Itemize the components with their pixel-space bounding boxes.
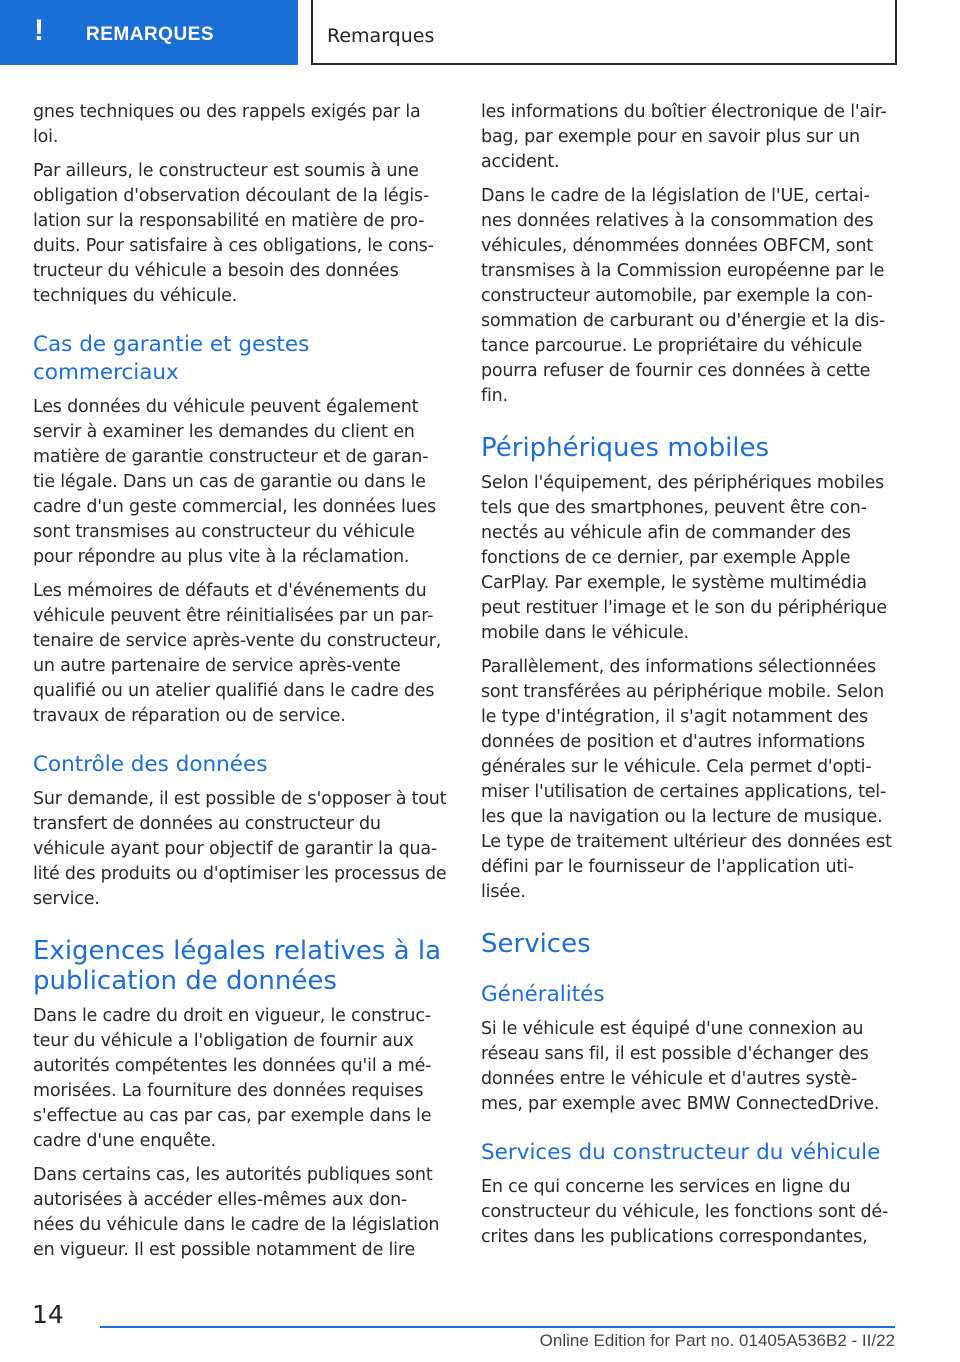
heading-services-constructeur: Services du constructeur du véhicule xyxy=(481,1140,881,1165)
paragraph: Dans certains cas, les autorités publiques sont autorisées à accéder elles-mêmes aux don-nées du véhicule dans le cadre de la législation en vigueur. Il est possible notamment de lire xyxy=(33,1165,440,1260)
section-header xyxy=(311,0,897,65)
right-column xyxy=(481,100,896,1259)
paragraph: Selon l'équipement, des périphériques mobiles tels que des smartphones, peuvent être con-nectés au véhicule afin de commander des fonctions de ce dernier, par exemple Apple CarPlay. Par exemple, le système multimédia peut restituer l'image et le son du périphérique mobile dans le véhicule. xyxy=(481,473,887,643)
heading-controle: Contrôle des données xyxy=(33,752,268,777)
chapter-tab xyxy=(0,0,298,65)
paragraph: gnes techniques ou des rappels exigés par la loi. xyxy=(33,102,421,147)
paragraph: Dans le cadre de la législation de l'UE, certai-nes données relatives à la consommation des véhicules, dénommées données OBFCM, sont transmises à la Commission européenne par le constructeur automobile, par exemple la con-sommation de carburant ou d'énergie et la dis-tance parcourue. Le propriétaire du véhicule pourra refuser de fournir ces données à cette fin. xyxy=(481,186,885,406)
paragraph: En ce qui concerne les services en ligne du constructeur du véhicule, les fonctions sont dé-crites dans les publications correspondantes, xyxy=(481,1177,889,1247)
footer-divider xyxy=(100,1326,895,1328)
paragraph: Parallèlement, des informations sélectionnées sont transférées au périphérique mobile. Selon le type d'intégration, il s'agit notamment des données de position et d'autres informations générales sur le véhicule. Cela permet d'opti-miser l'utilisation de certaines applications, tel-les que la navigation ou la lecture de musique. Le type de traitement ultérieur des données est défini par le fournisseur de l'application uti-lisée. xyxy=(481,657,892,902)
paragraph: Par ailleurs, le constructeur est soumis à une obligation d'observation découlant de la légis-lation sur la responsabilité en matière de pro-duits. Pour satisfaire à ces obligations, le cons-tructeur du véhicule a besoin des données techniques du véhicule. xyxy=(33,161,434,306)
heading-garantie: Cas de garantie et gestes commerciaux xyxy=(33,332,310,385)
heading-services: Services xyxy=(481,929,591,959)
edition-note: Online Edition for Part no. 01405A536B2 - II/22 xyxy=(539,1331,895,1350)
paragraph: Les mémoires de défauts et d'événements du véhicule peuvent être réinitialisées par un par-tenaire de service après-vente du constructeur, un autre partenaire de service après-vente qualifié ou un atelier qualifié dans le cadre des travaux de réparation ou de service. xyxy=(33,581,442,726)
heading-generalites: Généralités xyxy=(481,982,605,1007)
heading-exigences: Exigences légales relatives à la publication de données xyxy=(33,936,442,996)
paragraph: Dans le cadre du droit en vigueur, le construc-teur du véhicule a l'obligation de fournir aux autorités compétentes les données qu'il a mé-morisées. La fourniture des données requises s'effectue au cas par cas, par exemple dans le cadre d'une enquête. xyxy=(33,1006,432,1151)
paragraph: Si le véhicule est équipé d'une connexion au réseau sans fil, il est possible d'échanger des données entre le véhicule et d'autres systè-mes, par exemple avec BMW ConnectedDrive. xyxy=(481,1019,880,1114)
paragraph: Les données du véhicule peuvent également servir à examiner les demandes du client en matière de garantie constructeur et de garan-tie légale. Dans un cas de garantie ou dans le cadre d'un geste commercial, les données lues sont transmises au constructeur du véhicule pour répondre au plus vite à la réclamation. xyxy=(33,397,436,567)
chapter-tab-label: REMARQUES xyxy=(86,24,215,45)
left-column xyxy=(33,100,448,1272)
page-number: 14 xyxy=(32,1300,64,1329)
exclamation-icon: ! xyxy=(34,14,44,47)
paragraph: Sur demande, il est possible de s'opposer à tout transfert de données au constructeur du véhicule ayant pour objectif de garantir la qua-lité des produits ou d'optimiser les processus de service. xyxy=(33,789,447,909)
heading-peripheriques: Périphériques mobiles xyxy=(481,433,770,463)
paragraph: les informations du boîtier électronique de l'air-bag, par exemple pour en savoir plus sur un accident. xyxy=(481,102,887,172)
section-title: Remarques xyxy=(327,25,435,47)
